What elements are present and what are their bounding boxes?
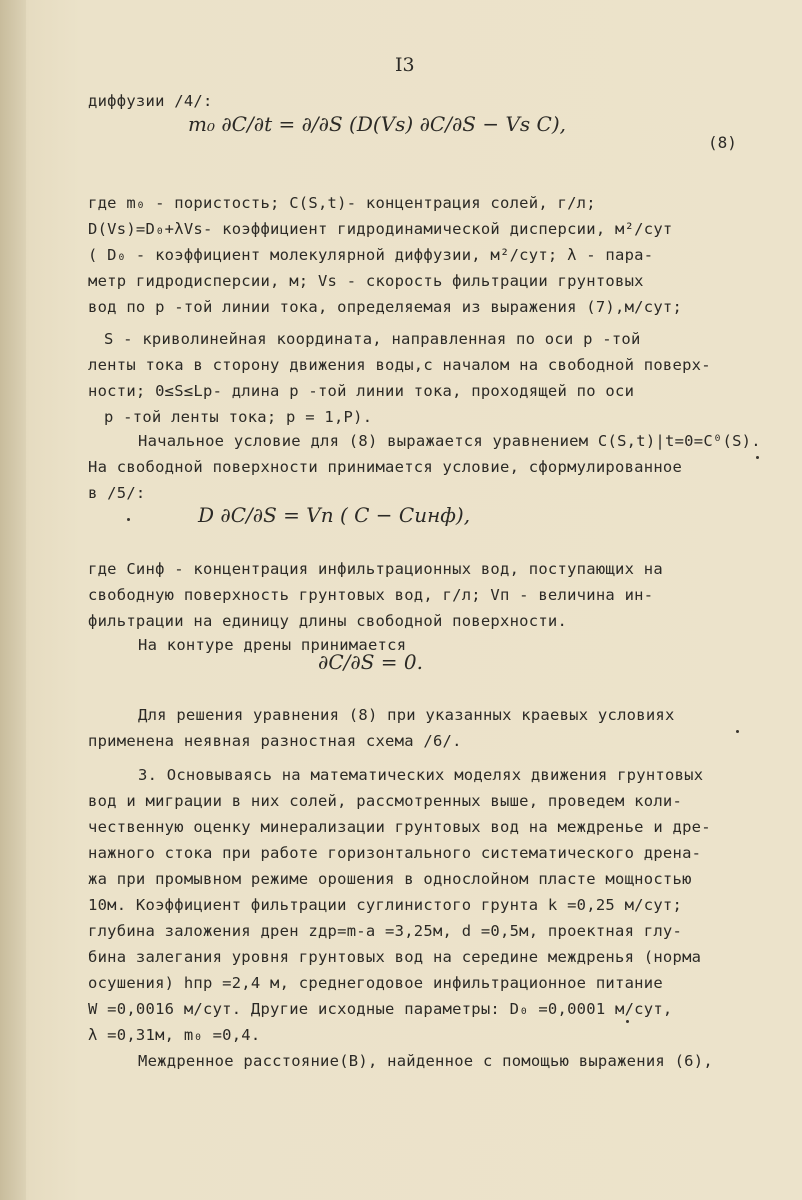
text-line: применена неявная разностная схема /6/. xyxy=(88,732,462,750)
text-line: вод и миграции в них солей, рассмотренных выше, проведем коли- xyxy=(88,792,683,810)
text-line: Начальное условие для (8) выражается уравнением C(S,t)|t=0=C⁰(S). xyxy=(138,432,761,450)
text-line: в /5/: xyxy=(88,484,146,502)
text-line: где m₀ - пористость; С(S,t)- концентрация солей, г/л; xyxy=(88,194,596,212)
text-line: D(Vs)=D₀+λVs- коэффициент гидродинамической дисперсии, м²/сут xyxy=(88,220,673,238)
text-line: нажного стока при работе горизонтального систематического дрена- xyxy=(88,844,702,862)
text-line: бина залегания уровня грунтовых вод на середине междренья (норма xyxy=(88,948,702,966)
ink-speck xyxy=(736,730,739,733)
equation-boundary-drain: ∂C/∂S = 0. xyxy=(318,650,423,674)
ink-speck xyxy=(626,1020,629,1023)
text-line: чественную оценку минерализации грунтовых вод на междренье и дре- xyxy=(88,818,711,836)
ink-speck xyxy=(756,456,759,459)
ink-speck xyxy=(127,518,130,521)
text-line: ленты тока в сторону движения воды,с началом на свободной поверх- xyxy=(88,356,711,374)
text-line: осушения) hпр =2,4 м, среднегодовое инфильтрационное питание xyxy=(88,974,663,992)
text-line: S - криволинейная координата, направленная по оси p -той xyxy=(104,330,641,348)
text-line: где Cинф - концентрация инфильтрационных вод, поступающих на xyxy=(88,560,663,578)
text-line: ( D₀ - коэффициент молекулярной диффузии, м²/сут; λ - пара- xyxy=(88,246,654,264)
text-line: глубина заложения дрен zдр=m-a =3,25м, d =0,5м, проектная глу- xyxy=(88,922,683,940)
text-line: На свободной поверхности принимается условие, сформулированное xyxy=(88,458,683,476)
text-line: Междренное расстояние(В), найденное с помощью выражения (6), xyxy=(138,1052,713,1070)
page-edge-shadow xyxy=(0,0,26,1200)
equation-diffusion: m₀ ∂C/∂t = ∂/∂S (D(Vs) ∂C/∂S − Vs C), xyxy=(188,112,566,136)
equation-boundary-surface: D ∂C/∂S = Vп ( C − Cинф), xyxy=(198,503,471,527)
text-line: фильтрации на единицу длины свободной поверхности. xyxy=(88,612,568,630)
page-number: I3 xyxy=(395,54,415,76)
equation-number: (8) xyxy=(708,133,737,152)
text-line: свободную поверхность грунтовых вод, г/л; Vп - величина ин- xyxy=(88,586,654,604)
text-line: p -той ленты тока; p = 1,P). xyxy=(104,408,373,426)
text-line: Для решения уравнения (8) при указанных краевых условиях xyxy=(138,706,675,724)
text-line: На контуре дрены принимается xyxy=(138,636,407,654)
text-line: вод по p -той линии тока, определяемая из выражения (7),м/сут; xyxy=(88,298,683,316)
text-line: λ =0,31м, m₀ =0,4. xyxy=(88,1026,261,1044)
text-line: метр гидродисперсии, м; Vs - скорость фильтрации грунтовых xyxy=(88,272,644,290)
text-line: ности; 0≤S≤Lp- длина p -той линии тока, проходящей по оси xyxy=(88,382,635,400)
text-line: 3. Основываясь на математических моделях движения грунтовых xyxy=(138,766,704,784)
text-line: W =0,0016 м/сут. Другие исходные параметры: D₀ =0,0001 м/сут, xyxy=(88,1000,673,1018)
text-line: 10м. Коэффициент фильтрации суглинистого грунта k =0,25 м/сут; xyxy=(88,896,683,914)
text-line: жа при промывном режиме орошения в однослойном пласте мощностью xyxy=(88,870,692,888)
text-line: диффузии /4/: xyxy=(88,92,213,110)
